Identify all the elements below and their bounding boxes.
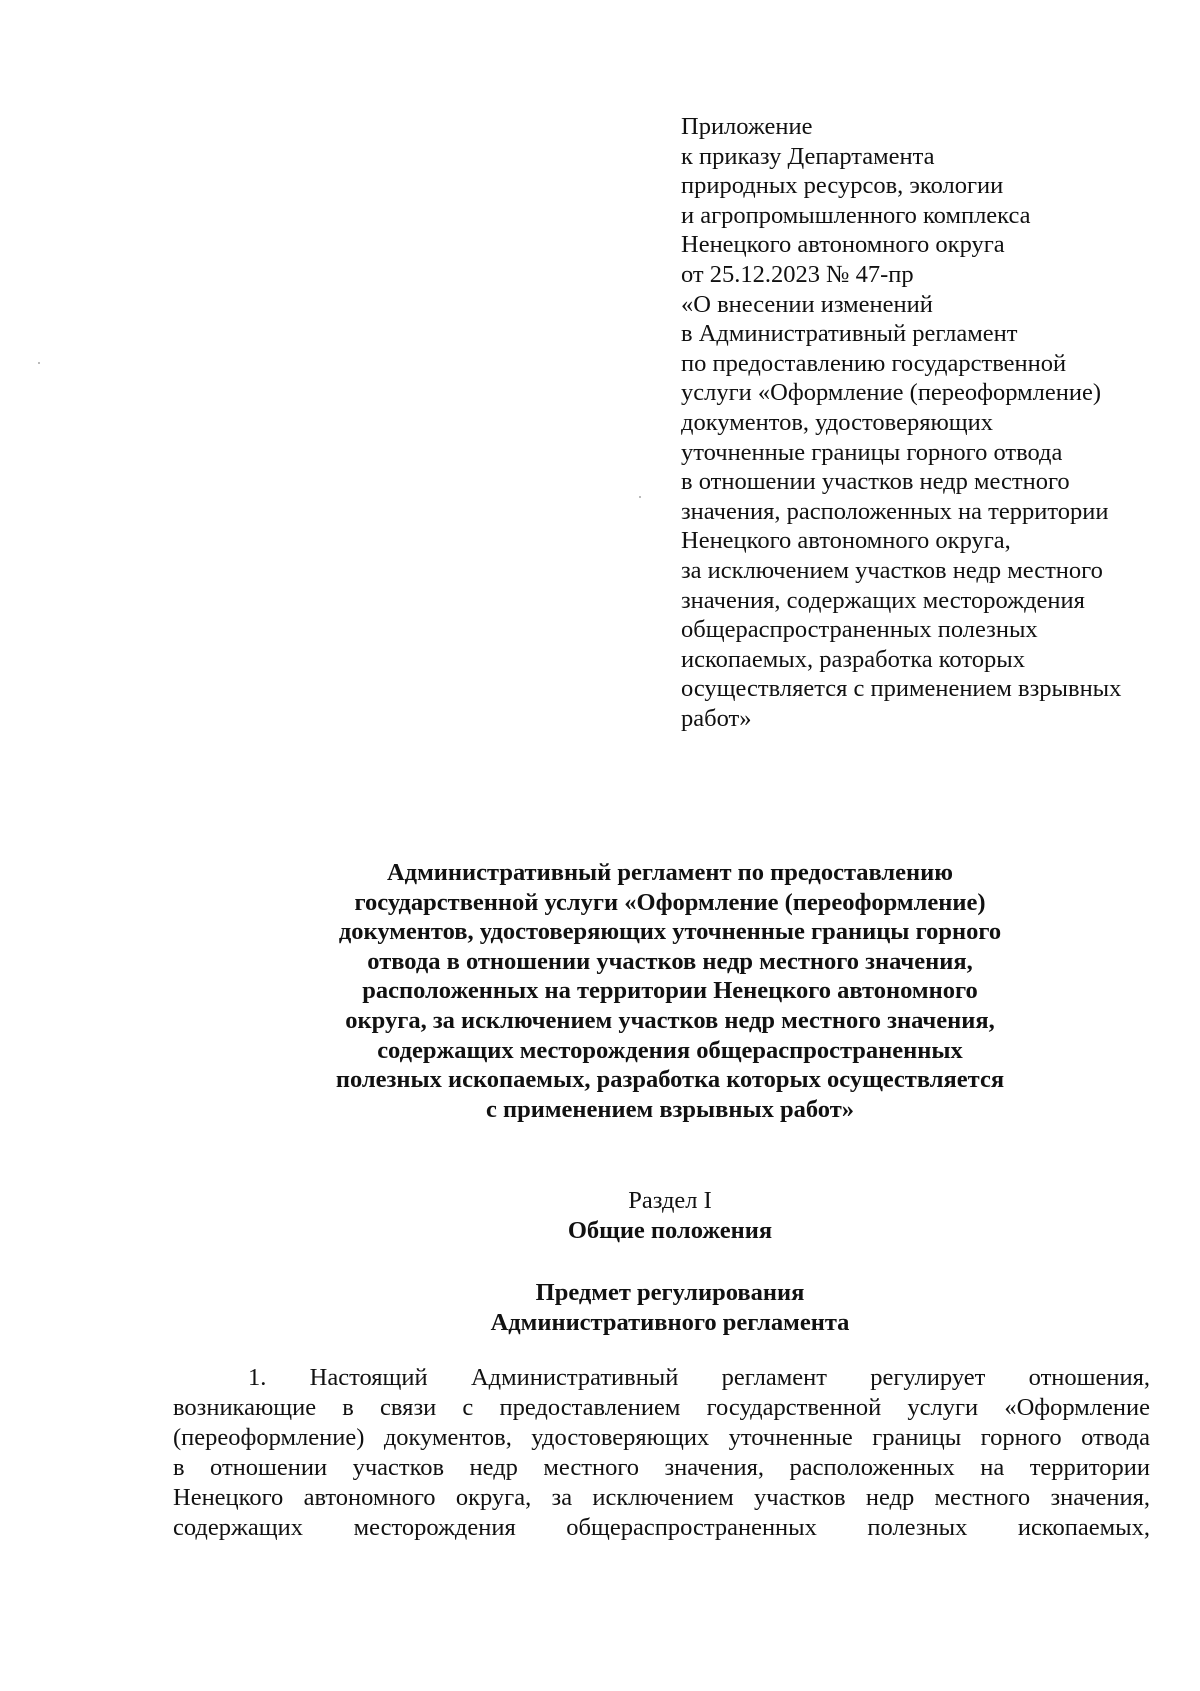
appendix-line: уточненные границы горного отвода bbox=[681, 438, 1063, 466]
paragraph-line: в отношении участков недр местного значения, расположенных на территории bbox=[173, 1454, 1150, 1481]
title-line: полезных ископаемых, разработка которых осуществляется bbox=[335, 1066, 1005, 1094]
appendix-line: от 25.12.2023 № 47-пр bbox=[681, 260, 914, 288]
subheading-line: Административного регламента bbox=[490, 1309, 850, 1336]
appendix-line: работ» bbox=[681, 704, 752, 732]
appendix-line: Ненецкого автономного округа bbox=[681, 231, 1005, 259]
title-line: округа, за исключением участков недр местного значения, bbox=[345, 1006, 995, 1034]
paragraph-line: возникающие в связи с предоставлением государственной услуги «Оформление bbox=[173, 1394, 1150, 1421]
appendix-line: значения, содержащих месторождения bbox=[681, 586, 1085, 614]
paragraph-line: (переоформление) документов, удостоверяющих уточненные границы горного отвода bbox=[173, 1424, 1150, 1451]
scan-speck bbox=[38, 362, 40, 364]
title-line: с применением взрывных работ» bbox=[485, 1095, 855, 1123]
appendix-line: Приложение bbox=[681, 113, 813, 140]
appendix-line: и агропромышленного комплекса bbox=[681, 201, 1031, 229]
appendix-line: за исключением участков недр местного bbox=[681, 556, 1103, 584]
document-title bbox=[280, 858, 1060, 1124]
appendix-line: по предоставлению государственной bbox=[681, 349, 1067, 377]
paragraph-line: Ненецкого автономного округа, за исключением участков недр местного значения, bbox=[173, 1484, 1150, 1511]
paragraph-line: 1. Настоящий Административный регламент регулирует отношения, bbox=[248, 1364, 1150, 1391]
paragraph-line: содержащих месторождения общераспространенных полезных ископаемых, bbox=[173, 1514, 1150, 1541]
title-line: документов, удостоверяющих уточненные границы горного bbox=[338, 918, 1002, 946]
appendix-line: Ненецкого автономного округа, bbox=[681, 527, 1011, 555]
subheading-line: Предмет регулирования bbox=[535, 1279, 805, 1306]
appendix-line: значения, расположенных на территории bbox=[681, 497, 1109, 525]
appendix-line: документов, удостоверяющих bbox=[681, 408, 994, 436]
title-line: Административный регламент по предоставлению bbox=[386, 859, 954, 886]
appendix-line: услуги «Оформление (переоформление) bbox=[681, 379, 1102, 407]
title-line: отвода в отношении участков недр местного значения, bbox=[367, 947, 973, 975]
title-line: расположенных на территории Ненецкого автономного bbox=[362, 977, 978, 1005]
title-line: государственной услуги «Оформление (переоформление) bbox=[354, 888, 986, 916]
section-heading: Общие положения bbox=[567, 1217, 773, 1244]
section-header bbox=[280, 1186, 1060, 1246]
subheading bbox=[280, 1278, 1060, 1338]
appendix-line: природных ресурсов, экологии bbox=[681, 172, 1004, 200]
appendix-line: осуществляется с применением взрывных bbox=[681, 675, 1122, 703]
appendix-line: к приказу Департамента bbox=[681, 142, 935, 170]
appendix-line: в отношении участков недр местного bbox=[681, 468, 1070, 496]
appendix-line: «О внесении изменений bbox=[681, 290, 933, 318]
appendix-block bbox=[681, 112, 1181, 733]
section-number: Раздел I bbox=[628, 1187, 712, 1214]
scan-speck bbox=[639, 496, 641, 498]
appendix-line: в Административный регламент bbox=[681, 320, 1018, 348]
appendix-line: общераспространенных полезных bbox=[681, 616, 1038, 644]
title-line: содержащих месторождения общераспространенных bbox=[377, 1036, 963, 1064]
paragraph-1 bbox=[173, 1363, 1150, 1543]
appendix-line: ископаемых, разработка которых bbox=[681, 645, 1025, 673]
